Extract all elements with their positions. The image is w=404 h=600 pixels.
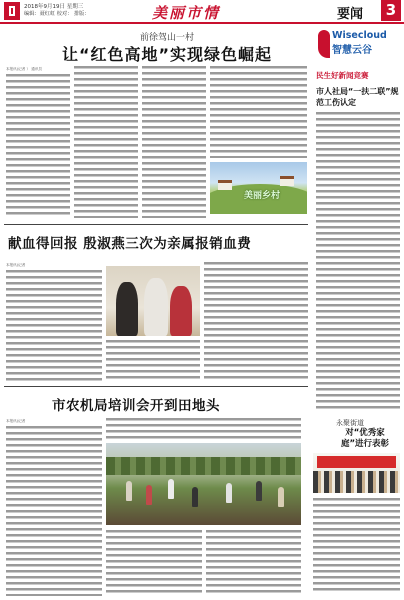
- section-divider: [4, 224, 308, 225]
- blood-donation-headline: 献血得回报 殷淑燕三次为亲属报销血费: [8, 236, 252, 252]
- page-number-badge: 3: [381, 0, 401, 21]
- lead-column-1: [6, 74, 70, 218]
- photo-sign-text: 美丽乡村: [244, 191, 281, 201]
- blood-column-3: [204, 262, 308, 382]
- sidebar-column-2: [313, 498, 400, 594]
- blood-column-2: [106, 340, 200, 382]
- blood-byline: [6, 262, 102, 268]
- agri-column-2: [106, 530, 202, 596]
- lead-kicker: 前徐驾山一村: [140, 33, 195, 43]
- lead-headline: 让“红色高地”实现绿色崛起: [62, 45, 273, 64]
- blood-byline-text: 本报讯(记者: [6, 263, 26, 267]
- agri-training-headline: 市农机局培训会开到田地头: [52, 398, 220, 414]
- sidebar-kicker-2: 永聚街道: [336, 419, 364, 427]
- field-training-photo: [106, 443, 301, 525]
- issue-date: 2018年9月19日 星期三: [24, 4, 84, 10]
- lead-byline: [6, 66, 70, 72]
- sidebar-tagline: 民生好新闻竞赛: [316, 71, 369, 80]
- sidebar-headline-2: 对“优秀家庭”进行表彰: [340, 428, 390, 449]
- blood-donation-photo: [106, 266, 200, 336]
- page-brand: 美丽市情: [152, 4, 221, 22]
- blood-column-1: [6, 270, 102, 382]
- lead-column-4: [210, 66, 307, 158]
- lead-column-2: [74, 66, 138, 218]
- lead-column-3: [142, 66, 206, 218]
- section-divider-2: [4, 386, 308, 387]
- agri-byline: [6, 418, 102, 424]
- countryside-photo: [210, 162, 307, 214]
- section-name: 要闻: [337, 7, 364, 22]
- swoosh-icon: [318, 30, 330, 58]
- agri-byline-text: 本报讯(记者: [6, 419, 26, 423]
- logo-english: Wisecloud: [332, 30, 387, 41]
- agri-column-2-top: [106, 418, 301, 440]
- agri-column-1: [6, 426, 102, 596]
- newspaper-logo-icon: [4, 2, 20, 20]
- family-award-photo: [313, 453, 400, 493]
- wisecloud-logo: [318, 30, 398, 66]
- sidebar-headline-1: 市人社局“一扶二联”规范工伤认定: [316, 87, 399, 107]
- sidebar-column-1: [316, 112, 400, 412]
- logo-chinese: 智慧云谷: [332, 45, 372, 56]
- agri-column-3: [206, 530, 301, 596]
- masthead-rule: [0, 22, 404, 24]
- masthead: [0, 0, 404, 22]
- editor-credits: 编辑：聂红虹 校对： 排版：: [24, 11, 90, 17]
- lead-byline-text: 本报讯(记者 ） 通讯员: [6, 67, 43, 71]
